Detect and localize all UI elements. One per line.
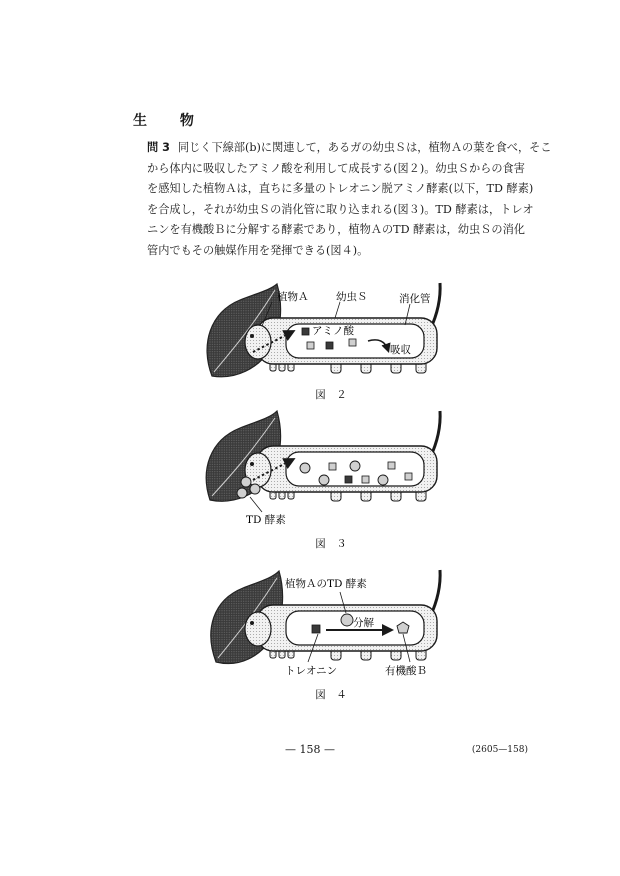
label-threonine: トレオニン [285,665,338,677]
threonine-icon [312,625,320,633]
figure-2 [207,283,440,401]
plant-td-enzyme-icon [341,614,353,626]
amino-acid-icon [349,339,356,346]
caption-fig3: 図 ３ [315,538,347,550]
question-text-1: 同じく下線部(b)に関連して，あるガの幼虫Ｓは，植物Ａの葉を食べ，そこ [177,141,552,154]
figure-4 [211,570,440,701]
amino-acid-icon [307,342,314,349]
td-enzyme-icon [241,477,251,487]
caption-fig4: 図 ４ [315,689,347,701]
amino-acid-icon [326,342,333,349]
amino-acid-icon [302,328,309,335]
label-td-enzyme: TD 酵素 [246,514,286,526]
amino-acid-icon [405,473,412,480]
td-enzyme-icon [378,475,388,485]
td-enzyme-icon [350,461,360,471]
section-title: 生 物 [133,113,208,129]
figure-3 [206,411,440,550]
td-enzyme-icon [319,475,329,485]
label-decomposition: 分解 [353,617,374,629]
label-absorption: 吸収 [390,344,411,356]
page-number: — 158 — [285,743,335,756]
amino-acid-icon [329,463,336,470]
label-plant-a: 植物Ａ [277,291,309,303]
td-enzyme-icon [300,463,310,473]
question-label: 問 3 [147,141,170,154]
question-line-6: 管内でもその触媒作用を発揮できる(図４)。 [147,243,369,257]
question-line-4: を合成し，それが幼虫Ｓの消化管に取り込まれる(図３)。TD 酵素は，トレオ [147,202,534,216]
td-enzyme-icon [250,484,260,494]
caption-fig2: 図 ２ [315,389,347,401]
label-amino-acid: アミノ酸 [312,325,354,337]
amino-acid-icon [345,476,352,483]
question-line-2: から体内に吸収したアミノ酸を利用して成長する(図２)。幼虫Ｓからの食害 [147,161,525,175]
question-line-5: ニンを有機酸Ｂに分解する酵素であり，植物ＡのTD 酵素は，幼虫Ｓの消化 [147,223,525,237]
question-line-3: を感知した植物Ａは，直ちに多量のトレオニン脱アミノ酵素(以下，TD 酵素) [147,182,534,196]
amino-acid-icon [362,476,369,483]
label-organic-acid-b: 有機酸Ｂ [385,665,427,677]
exam-code: (2605—158) [471,745,528,755]
label-plant-a-td-enzyme: 植物ＡのTD 酵素 [285,578,367,590]
larva-head-fig2 [245,325,271,359]
label-larva-s: 幼虫Ｓ [336,291,368,303]
larva-head-fig4 [245,612,271,646]
td-enzyme-icon [237,488,247,498]
amino-acid-icon [388,462,395,469]
label-digestive-tract: 消化管 [399,293,431,305]
